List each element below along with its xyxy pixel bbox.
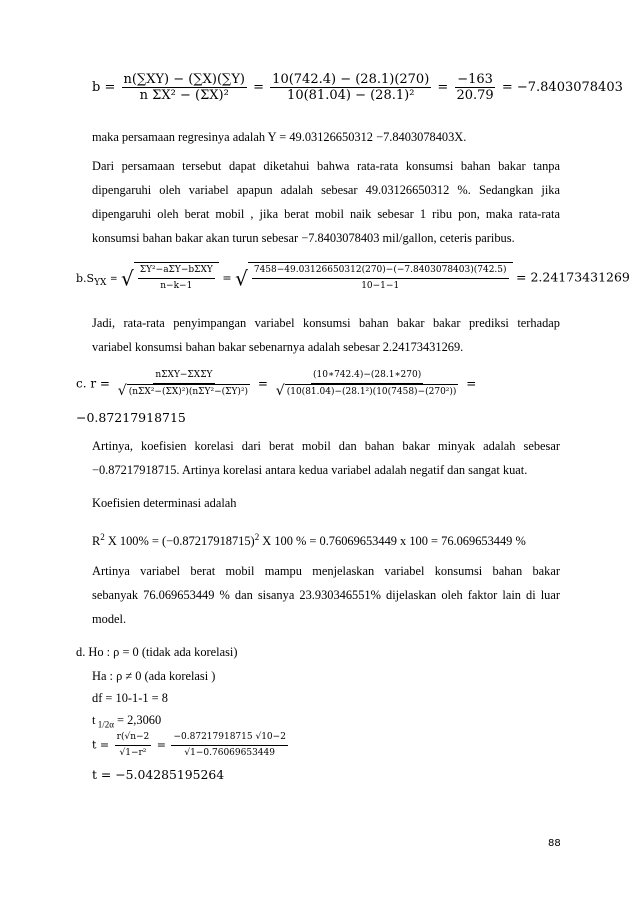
paragraph-line: model. xyxy=(92,612,127,626)
paragraph-line: variabel konsumsi bahan bakar sebenarnya adalah sebesar 2.24173431269. xyxy=(92,340,464,354)
equation-syx xyxy=(76,262,630,294)
t-formula-num: r(√n−2 xyxy=(115,730,152,746)
paragraph-line: sebanyak 76.069653449 % dan sisanya 23.930346551% dijelaskan oleh faktor lain di luar xyxy=(92,588,560,602)
paragraph-line: Dari persamaan tersebut dapat diketahui bahwa rata-rata konsumsi bahan bakar tanpa xyxy=(92,159,560,173)
paragraph-line: Artinya, koefisien korelasi dari berat mobil dan bahan bakar minyak adalah sebesar xyxy=(92,439,560,453)
equation-r xyxy=(76,368,476,400)
eq-b-lhs: b = xyxy=(92,80,116,95)
eq-syx-formula xyxy=(138,263,215,294)
t-formula-den: √1−r² xyxy=(119,748,147,758)
paragraph-line: konsumsi bahan bakar akan turun sebesar −7.8403078403 mil/gallon, ceteris paribus. xyxy=(92,231,515,245)
eq-b-equals-1: = xyxy=(253,80,265,95)
eq-r-result: −0.87217918715 xyxy=(76,410,186,425)
eq-b-formula-den: n ΣX² − (ΣX)² xyxy=(139,88,229,103)
hypothesis-null: d. Ho : ρ = 0 (tidak ada korelasi) xyxy=(76,645,238,659)
eq-syx-equals-2: = xyxy=(222,271,232,285)
eq-syx-result: = 2.24173431269 xyxy=(516,269,630,285)
t-formula-substituted xyxy=(171,730,287,761)
t-formula-equals: = xyxy=(156,738,166,752)
eq-r-substituted-den: √ (10(81.04)−(28.1²)(10(7458)−(270²)) xyxy=(275,383,457,399)
eq-syx-substituted-den: 10−1−1 xyxy=(361,281,400,291)
eq-b-substituted-num: 10(742.4) − (28.1)(270) xyxy=(272,72,430,87)
paragraph-line: Jadi, rata-rata penyimpangan variabel konsumsi bahan bakar bakar prediksi terhadap xyxy=(92,316,560,330)
eq-syx-equals: = xyxy=(109,274,118,285)
eq-b-simplified xyxy=(454,72,495,103)
eq-syx-substituted-num: 7458−49.03126650312(270)−(−7.8403078403)(742.5) xyxy=(252,263,509,279)
sqrt-symbol: √ xyxy=(120,266,134,291)
t-statistic-formula xyxy=(92,730,290,761)
eq-r-equals: = xyxy=(257,376,268,391)
determination-heading: Koefisien determinasi adalah xyxy=(92,496,237,510)
t-formula xyxy=(115,730,152,761)
t-table-value: t $_{1/2\alpha}$ = 2,3060 xyxy=(92,713,162,730)
paragraph-line: dipengaruhi oleh variabel apapun adalah sebesar 49.03126650312 %. Sedangkan jika xyxy=(92,183,560,197)
eq-syx-formula-den: n−k−1 xyxy=(160,281,193,291)
paragraph-line: −0.87217918715. Artinya korelasi antara kedua variabel adalah negatif dan sangat kuat. xyxy=(92,463,528,477)
page-number: 88 xyxy=(548,838,561,849)
eq-b-simplified-den: 20.79 xyxy=(456,88,494,103)
eq-r-formula-den: √ (nΣX²−(ΣX)²)(nΣY²−(ΣY)²) xyxy=(117,383,249,399)
equation-b xyxy=(92,72,623,103)
eq-r-equals-2: = xyxy=(466,376,477,391)
t-formula-label: t = xyxy=(92,738,110,752)
eq-b-formula xyxy=(122,72,247,103)
eq-b-substituted xyxy=(270,72,431,103)
t-formula-substituted-den: √1−0.76069653449 xyxy=(184,748,275,758)
degrees-of-freedom: df = 10-1-1 = 8 xyxy=(92,691,168,705)
eq-r-substituted xyxy=(274,368,461,400)
eq-b-result: = −7.8403078403 xyxy=(501,80,623,95)
eq-b-equals-2: = xyxy=(437,80,449,95)
hypothesis-alternative: Ha : ρ ≠ 0 (ada korelasi ) xyxy=(92,669,216,683)
eq-r-substituted-num: (10∗742.4)−(28.1∗270) xyxy=(311,368,423,384)
paragraph-line: dipengaruhi oleh berat mobil , jika berat mobil naik sebesar 1 ribu pon, maka rata-rata xyxy=(92,207,560,221)
t-statistic-result: t = −5.04285195264 xyxy=(92,767,225,782)
t-formula-substituted-num: −0.87217918715 √10−2 xyxy=(171,730,287,746)
eq-syx-substituted xyxy=(252,263,509,294)
eq-r-formula xyxy=(116,368,252,400)
regression-equation-text: maka persamaan regresinya adalah Y = 49.03126650312 −7.8403078403X. xyxy=(92,130,467,144)
eq-r-formula-num: nΣXY−ΣXΣY xyxy=(153,368,214,384)
paragraph-line: Artinya variabel berat mobil mampu menjelaskan variabel konsumsi bahan bakar xyxy=(92,564,560,578)
determination-formula: $R^2$ X $100\% = (-0.87217918715)^2$ X 100 % = 0.76069653449 x 100 = 76.069653449 % xyxy=(92,532,526,549)
eq-b-formula-num: n(∑XY) − (∑X)(∑Y) xyxy=(123,72,245,87)
eq-r-label: c. r = xyxy=(76,376,110,391)
eq-b-substituted-den: 10(81.04) − (28.1)² xyxy=(287,88,415,103)
sqrt-symbol: √ xyxy=(235,266,248,291)
eq-b-simplified-num: −163 xyxy=(457,72,493,87)
eq-syx-label: $b.S_{YX}$ xyxy=(76,271,107,288)
eq-syx-formula-num: ΣY²−aΣY−bΣXY xyxy=(138,263,215,279)
